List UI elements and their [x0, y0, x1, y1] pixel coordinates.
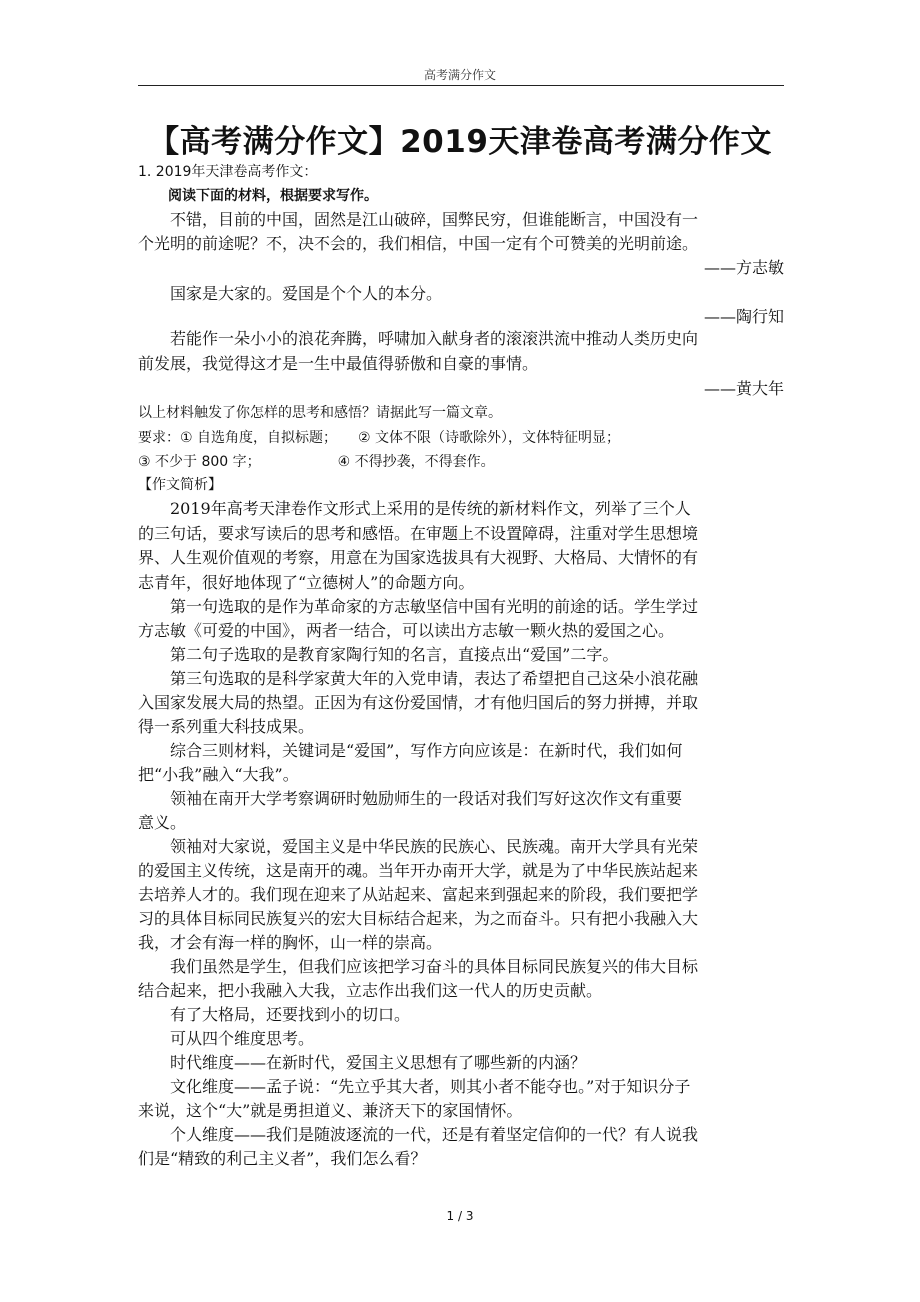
text-line: 2019年高考天津卷作文形式上采用的是传统的新材料作文，列举了三个人	[138, 499, 691, 518]
question-number: 1. 2019年天津卷高考作文：	[138, 164, 318, 180]
text-line: 时代维度——在新时代，爱国主义思想有了哪些新的内涵？	[138, 1053, 587, 1072]
text-line: 以上材料触发了你怎样的思考和感悟？请据此写一篇文章。	[138, 405, 502, 421]
running-header: 高考满分作文	[423, 68, 496, 82]
text-line: 个人维度——我们是随波逐流的一代，还是有着坚定信仰的一代？有人说我	[138, 1125, 699, 1144]
page-title: 【高考满分作文】2019天津卷高考满分作文	[148, 124, 772, 160]
instruction: 阅读下面的材料，根据要求写作。	[168, 188, 378, 204]
text-line: 志青年，很好地体现了“立德树人”的命题方向。	[138, 573, 475, 592]
text-line: 我，才会有海一样的胸怀，山一样的崇高。	[138, 933, 443, 952]
text-line: 来说，这个“大”就是勇担道义、兼济天下的家国情怀。	[138, 1101, 523, 1120]
attribution: ——方志敏	[703, 258, 784, 277]
text-line: 可从四个维度思考。	[138, 1029, 315, 1048]
page-number: 1 / 3	[446, 1209, 474, 1223]
header-divider	[138, 85, 784, 86]
attribution: ——黄大年	[703, 379, 784, 398]
section-heading: 【作文简析】	[138, 477, 222, 493]
text-line: 的三句话，要求写读后的思考和感悟。在审题上不设置障碍，注重对学生思想境	[138, 524, 699, 543]
text-line: 有了大格局，还要找到小的切口。	[138, 1005, 411, 1024]
text-line: 得一系列重大科技成果。	[138, 717, 315, 736]
text-line: 去培养人才的。我们现在迎来了从站起来、富起来到强起来的阶段，我们要把学	[138, 885, 699, 904]
text-line: 的爱国主义传统，这是南开的魂。当年开办南开大学，就是为了中华民族站起来	[138, 861, 699, 880]
text-line: 第一句选取的是作为革命家的方志敏坚信中国有光明的前途的话。学生学过	[138, 597, 699, 616]
text-line: 领袖对大家说，爱国主义是中华民族的民族心、民族魂。南开大学具有光荣	[138, 837, 699, 856]
text-line: 领袖在南开大学考察调研时勉励师生的一段话对我们写好这次作文有重要	[138, 789, 683, 808]
text-line: 第二句子选取的是教育家陶行知的名言，直接点出“爱国”二字。	[138, 645, 619, 664]
requirements: 要求：① 自选角度，自拟标题； ② 文体不限（诗歌除外），文体特征明显；	[138, 430, 620, 446]
text-line: 前发展，我觉得这才是一生中最值得骄傲和自豪的事情。	[138, 354, 539, 373]
text-line: 们是“精致的利己主义者”，我们怎么看？	[138, 1149, 427, 1168]
text-line: 习的具体目标同民族复兴的宏大目标结合起来，为之而奋斗。只有把小我融入大	[138, 909, 699, 928]
text-line: 入国家发展大局的热望。正因为有这份爱国情，才有他归国后的努力拼搏，并取	[138, 693, 699, 712]
text-line: 界、人生观价值观的考察，用意在为国家选拔具有大视野、大格局、大情怀的有	[138, 548, 699, 567]
text-line: 结合起来，把小我融入大我，立志作出我们这一代人的历史贡献。	[138, 981, 603, 1000]
text-line: 我们虽然是学生，但我们应该把学习奋斗的具体目标同民族复兴的伟大目标	[138, 957, 699, 976]
text-line: 综合三则材料，关键词是“爱国”，写作方向应该是：在新时代，我们如何	[138, 741, 683, 760]
requirements: ③ 不少于 800 字； ④ 不得抄袭，不得套作。	[138, 454, 495, 470]
attribution: ——陶行知	[703, 307, 784, 326]
text-line: 文化维度——孟子说：“先立乎其大者，则其小者不能夺也。”对于知识分子	[138, 1077, 691, 1096]
text-line: 不错，目前的中国，固然是江山破碎，国弊民穷，但谁能断言，中国没有一	[138, 210, 699, 229]
text-line: 国家是大家的。爱国是个个人的本分。	[138, 284, 443, 303]
text-line: 方志敏《可爱的中国》，两者一结合，可以读出方志敏一颗火热的爱国之心。	[138, 621, 675, 640]
text-line: 把“小我”融入“大我”。	[138, 765, 299, 784]
text-line: 个光明的前途呢？不，决不会的，我们相信，中国一定有个可赞美的光明前途。	[138, 234, 699, 253]
text-line: 若能作一朵小小的浪花奔腾，呼啸加入献身者的滚滚洪流中推动人类历史向	[138, 329, 699, 348]
text-line: 意义。	[138, 813, 187, 832]
text-line: 第三句选取的是科学家黄大年的入党申请，表达了希望把自己这朵小浪花融	[138, 669, 699, 688]
